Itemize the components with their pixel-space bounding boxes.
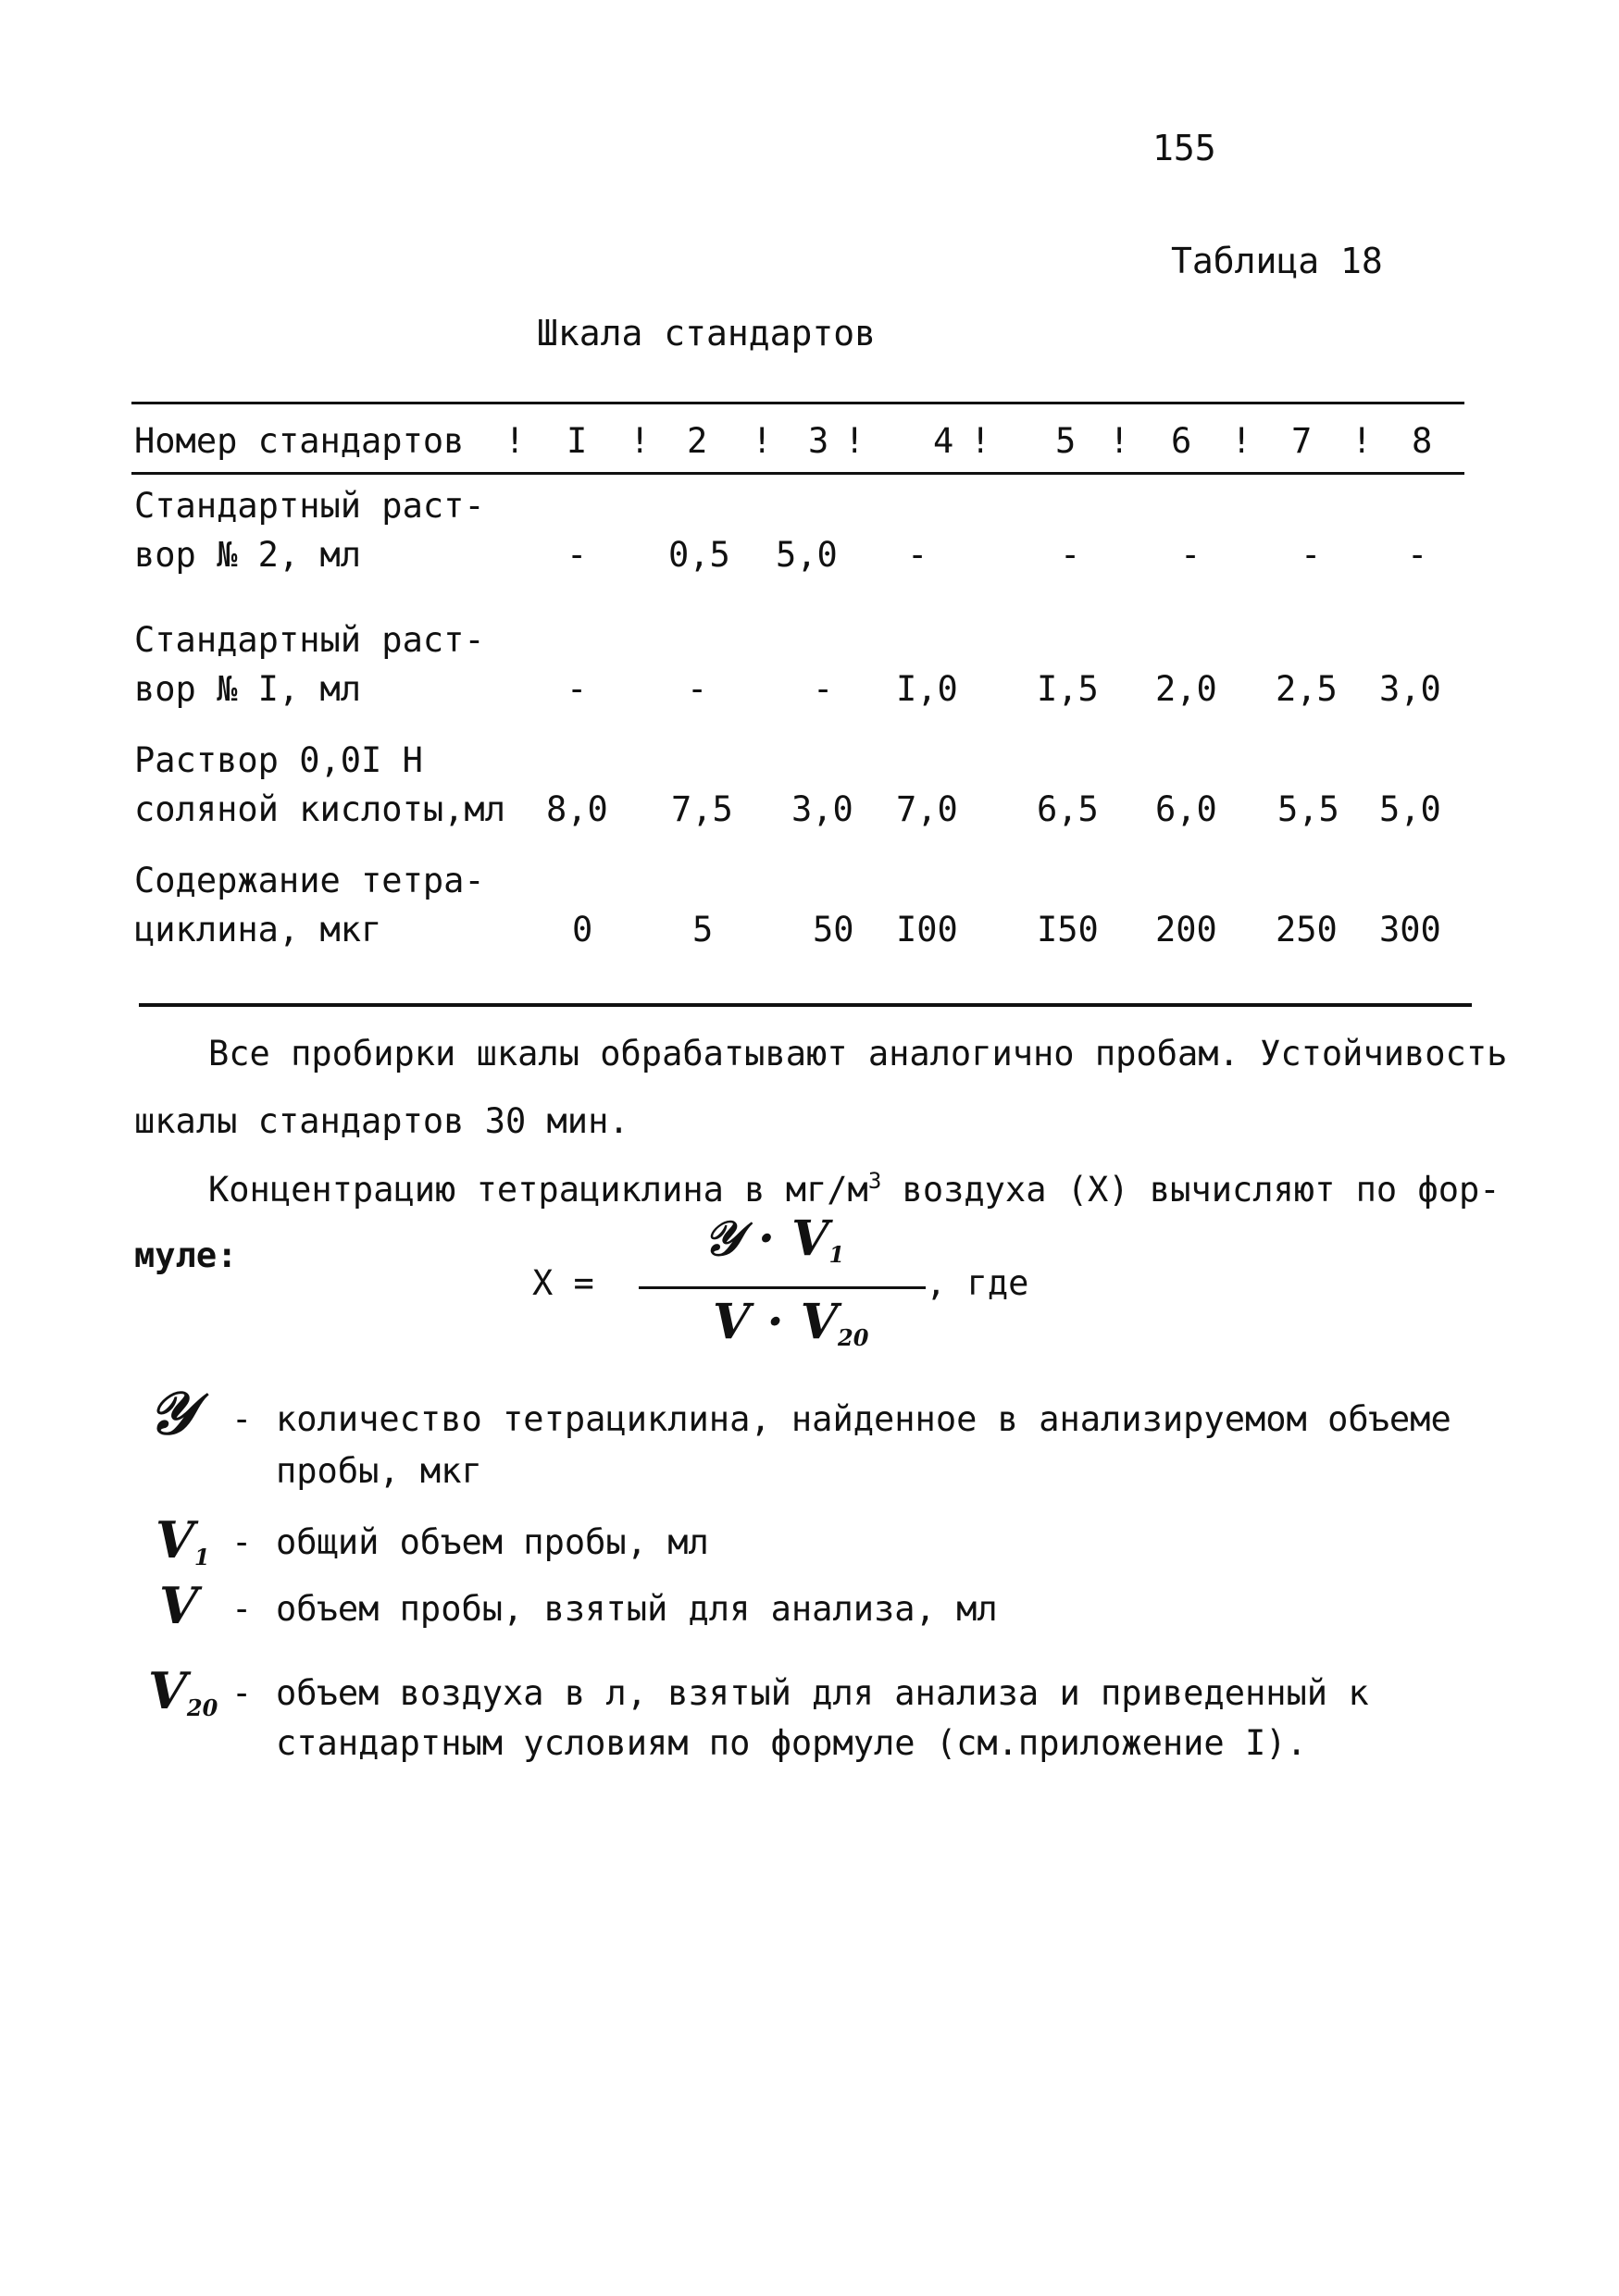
table-bottom-rule <box>139 1003 1472 1007</box>
formula-dot: · <box>757 1210 775 1267</box>
row-1-cell-8: - <box>1407 535 1428 575</box>
row-3-label-line-2: соляной кислоты,мл <box>134 789 505 829</box>
row-4-cell-8: 300 <box>1379 910 1441 949</box>
row-1-cell-6: - <box>1180 535 1202 575</box>
row-1-cell-3: 5,0 <box>776 535 838 575</box>
paragraph-2-line-1 <box>208 1168 1501 1210</box>
formula-v20-subscript: 20 <box>838 1324 869 1351</box>
header-col-4: 4 <box>933 421 954 461</box>
definition-4-subscript: 20 <box>186 1694 218 1721</box>
header-separator: ! <box>1231 421 1252 461</box>
definition-4-v: V <box>148 1661 187 1720</box>
header-separator: ! <box>970 421 991 461</box>
row-2-cell-6: 2,0 <box>1155 669 1217 709</box>
row-2-cell-3: - <box>813 669 834 709</box>
formula-v-subscript: 1 <box>828 1241 845 1268</box>
formula-y-symbol: 𝒴 <box>704 1210 741 1267</box>
row-3-cell-6: 6,0 <box>1155 789 1217 829</box>
header-separator: ! <box>844 421 866 461</box>
paragraph-2-line-2: муле: <box>134 1235 238 1275</box>
formula-suffix: , где <box>926 1263 1029 1303</box>
row-2-cell-2: - <box>687 669 708 709</box>
row-3-label-line-1: Раствор 0,0I Н <box>134 740 423 780</box>
row-3-cell-7: 5,5 <box>1277 789 1339 829</box>
header-bottom-rule <box>131 472 1464 475</box>
definition-4-line-1: объем воздуха в л, взятый для анализа и приведенный к <box>276 1673 1369 1713</box>
definition-3-line-1: объем пробы, взятый для анализа, мл <box>276 1589 998 1629</box>
definition-2-line-1: общий объем пробы, мл <box>276 1522 709 1562</box>
superscript-3: 3 <box>867 1168 882 1194</box>
header-col-1: I <box>567 421 588 461</box>
row-3-cell-1: 8,0 <box>546 789 608 829</box>
row-4-label-line-1: Содержание тетра- <box>134 861 485 900</box>
definition-1-symbol: 𝒴 <box>148 1379 195 1448</box>
definition-2-dash: - <box>231 1522 253 1562</box>
paragraph-2-text-after: воздуха (X) вычисляют по фор- <box>881 1170 1501 1210</box>
definition-1-line-2: пробы, мкг <box>276 1451 482 1491</box>
definition-4-line-2: стандартным условиям по формуле (см.приложение I). <box>276 1723 1307 1763</box>
row-4-label-line-2: циклина, мкг <box>134 910 382 949</box>
row-1-cell-4: - <box>907 535 928 575</box>
definition-3-dash: - <box>231 1589 253 1629</box>
row-4-cell-3: 50 <box>813 910 854 949</box>
header-col-7: 7 <box>1291 421 1313 461</box>
table-title: Шкала стандартов <box>537 313 877 354</box>
row-1-cell-5: - <box>1060 535 1081 575</box>
formula-v20-symbol: V <box>800 1294 839 1350</box>
header-col-6: 6 <box>1171 421 1192 461</box>
row-3-cell-5: 6,5 <box>1037 789 1099 829</box>
table-top-rule <box>131 402 1464 404</box>
definition-4-dash: - <box>231 1673 253 1713</box>
paragraph-1-line-2: шкалы стандартов 30 мин. <box>134 1101 629 1141</box>
formula-v-prime-symbol: V <box>713 1294 751 1350</box>
table-label: Таблица 18 <box>1171 241 1383 281</box>
definition-2-symbol <box>156 1510 210 1570</box>
row-3-cell-4: 7,0 <box>896 789 958 829</box>
page-number: 155 <box>1152 128 1216 168</box>
paragraph-1-line-1: Все пробирки шкалы обрабатывают аналогично пробам. Устойчивость <box>208 1034 1508 1074</box>
row-3-cell-2: 7,5 <box>671 789 733 829</box>
row-2-cell-1: - <box>567 669 588 709</box>
formula-dot: · <box>766 1294 784 1350</box>
row-3-cell-3: 3,0 <box>791 789 853 829</box>
definition-3-symbol: V <box>159 1576 198 1635</box>
formula-numerator <box>704 1210 844 1268</box>
row-2-cell-7: 2,5 <box>1276 669 1338 709</box>
header-col-8: 8 <box>1412 421 1433 461</box>
formula-v-symbol: V <box>791 1210 829 1267</box>
formula-lhs: X = <box>532 1263 594 1303</box>
definition-2-v: V <box>156 1510 194 1570</box>
header-label: Номер стандартов <box>134 421 465 461</box>
definition-4-symbol <box>148 1661 218 1721</box>
header-separator: ! <box>1351 421 1373 461</box>
header-col-3: 3 <box>808 421 829 461</box>
header-separator: ! <box>1109 421 1130 461</box>
header-separator: ! <box>504 421 526 461</box>
header-col-5: 5 <box>1055 421 1077 461</box>
row-1-cell-2: 0,5 <box>668 535 730 575</box>
row-1-cell-1: - <box>567 535 588 575</box>
row-4-cell-7: 250 <box>1276 910 1338 949</box>
paragraph-2-text-before: Концентрацию тетрациклина в мг/м <box>208 1170 868 1210</box>
row-4-cell-2: 5 <box>692 910 714 949</box>
row-1-cell-7: - <box>1301 535 1322 575</box>
definition-2-subscript: 1 <box>193 1544 210 1570</box>
fraction-bar <box>639 1286 926 1289</box>
row-2-label-line-1: Стандартный раст- <box>134 620 485 660</box>
row-2-label-line-2: вор № I, мл <box>134 669 362 709</box>
formula-denominator <box>713 1294 868 1351</box>
row-4-cell-6: 200 <box>1155 910 1217 949</box>
header-col-2: 2 <box>687 421 708 461</box>
header-separator: ! <box>752 421 773 461</box>
row-1-label-line-1: Стандартный раст- <box>134 486 485 526</box>
row-2-cell-5: I,5 <box>1037 669 1099 709</box>
row-4-cell-4: I00 <box>896 910 958 949</box>
row-4-cell-5: I50 <box>1037 910 1099 949</box>
definition-1-dash: - <box>231 1399 253 1439</box>
header-separator: ! <box>629 421 651 461</box>
row-4-cell-1: 0 <box>572 910 593 949</box>
row-3-cell-8: 5,0 <box>1379 789 1441 829</box>
row-2-cell-4: I,0 <box>896 669 958 709</box>
row-1-label-line-2: вор № 2, мл <box>134 535 362 575</box>
row-2-cell-8: 3,0 <box>1379 669 1441 709</box>
definition-1-line-1: количество тетрациклина, найденное в анализируемом объеме <box>276 1399 1451 1439</box>
